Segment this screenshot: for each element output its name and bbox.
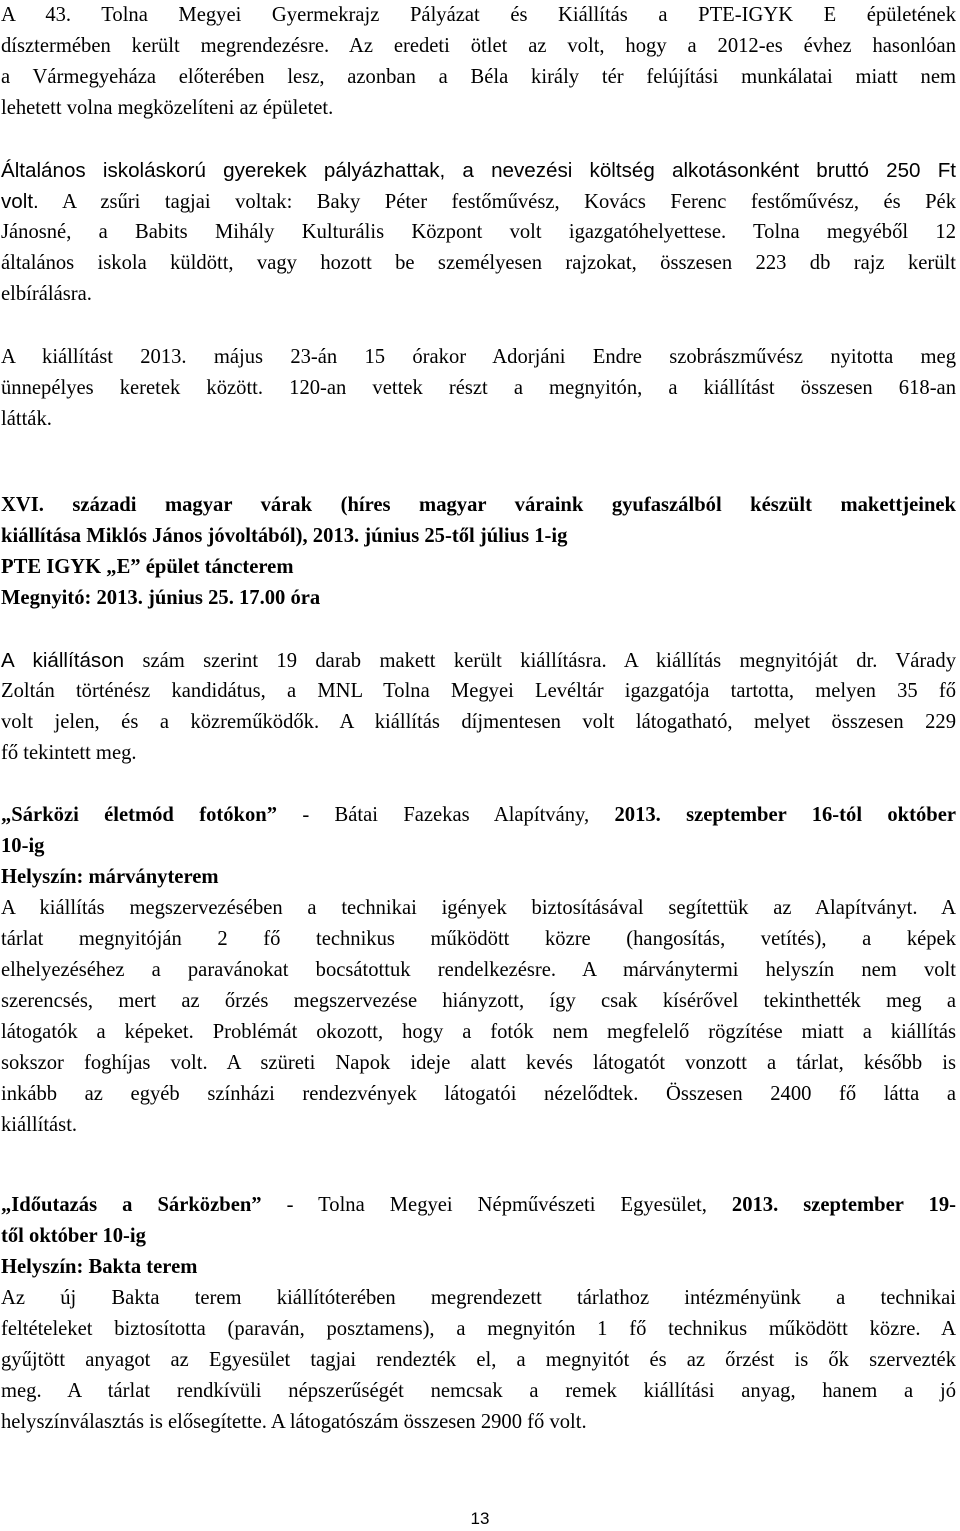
text-line bbox=[1, 1221, 956, 1252]
text-line bbox=[1, 955, 956, 986]
text-run: 2013. szeptember 16-tól október bbox=[614, 804, 956, 826]
text-run: A kiállítás megszervezésében a technikai igények biztosításával segítettük az Alapítványt. A bbox=[1, 897, 956, 919]
paragraph bbox=[1, 0, 956, 124]
text-run: gyűjtött anyagot az Egyesület tagjai rendezték el, a megnyitót és az őrzést is ők szervezték bbox=[1, 1349, 956, 1371]
text-run: PTE IGYK „E” épület táncterem bbox=[1, 556, 294, 578]
paragraph bbox=[1, 1190, 956, 1438]
text-run: Jánosné, a Babits Mihály Kulturális Központ volt igazgatóhelyettese. Tolna megyéből 12 bbox=[1, 221, 956, 243]
text-run: szám szerint 19 darab makett került kiállításra. A kiállítás megnyitóját dr. Várady bbox=[124, 650, 956, 672]
text-line bbox=[1, 583, 956, 614]
text-run: ünnepélyes keretek között. 120-an vettek részt a megnyitón, a kiállítást összesen 618-an bbox=[1, 377, 956, 399]
text-run: helyszínválasztás is elősegítette. A látogatószám összesen 2900 fő volt. bbox=[1, 1411, 587, 1433]
text-run: tárlat megnyitóján 2 fő technikus működött közre (hangosítás, vetítés), a képek bbox=[1, 928, 956, 950]
text-run: kiállítása Miklós János jóvoltából), 2013. június 25-től július 1-ig bbox=[1, 525, 568, 547]
text-line bbox=[1, 738, 956, 769]
text-run: látogatók a képeket. Problémát okozott, hogy a fotók nem megfelelő rögzítése miatt a kiállítás bbox=[1, 1021, 956, 1043]
text-line bbox=[1, 93, 956, 124]
text-run: elhelyezéséhez a paravánokat bocsátottuk rendelkezésre. A márványtermi helyszín nem volt bbox=[1, 959, 956, 981]
paragraph bbox=[1, 342, 956, 435]
text-line bbox=[1, 707, 956, 738]
text-line bbox=[1, 373, 956, 404]
text-line bbox=[1, 1048, 956, 1079]
paragraph bbox=[1, 645, 956, 769]
text-line bbox=[1, 1314, 956, 1345]
text-line bbox=[1, 248, 956, 279]
text-line bbox=[1, 893, 956, 924]
text-run: inkább az egyéb színházi rendezvények látogatói nézelődtek. Összesen 2400 fő látta a bbox=[1, 1083, 956, 1105]
text-line bbox=[1, 342, 956, 373]
text-line bbox=[1, 1110, 956, 1141]
text-run: a Vármegyeháza előterében lesz, azonban a Béla király tér felújítási munkálatai miatt nem bbox=[1, 66, 956, 88]
text-run: 10-ig bbox=[1, 835, 45, 857]
text-run: általános iskola küldött, vagy hozott be személyesen rajzokat, összesen 223 db rajz került bbox=[1, 252, 956, 274]
text-run: 2013. szeptember 19- bbox=[731, 1194, 956, 1216]
text-run: „Időutazás a Sárközben” bbox=[1, 1194, 262, 1216]
text-line bbox=[1, 1079, 956, 1110]
text-run: Általános iskoláskorú gyerekek pályázhattak, a nevezési költség alkotásonként bruttó 250 Ft bbox=[1, 159, 956, 182]
text-line bbox=[1, 645, 956, 676]
text-run: lehetett volna megközelíteni az épületet. bbox=[1, 97, 334, 119]
text-line bbox=[1, 521, 956, 552]
text-line bbox=[1, 676, 956, 707]
text-run: től október 10-ig bbox=[1, 1225, 146, 1247]
text-line bbox=[1, 1190, 956, 1221]
text-line bbox=[1, 1407, 956, 1438]
text-run: Helyszín: Bakta terem bbox=[1, 1256, 198, 1278]
paragraph bbox=[1, 155, 956, 310]
text-line bbox=[1, 404, 956, 435]
text-line bbox=[1, 552, 956, 583]
paragraph bbox=[1, 800, 956, 1141]
text-run: volt jelen, és a közreműködők. A kiállítás díjmentesen volt látogatható, melyet összesen 229 bbox=[1, 711, 956, 733]
text-line bbox=[1, 62, 956, 93]
text-line bbox=[1, 31, 956, 62]
text-run: „Sárközi életmód fotókon” bbox=[1, 804, 278, 826]
text-line bbox=[1, 1283, 956, 1314]
text-line bbox=[1, 217, 956, 248]
text-run: dísztermében került megrendezésre. Az eredeti ötlet az volt, hogy a 2012-es évhez hasonlóan bbox=[1, 35, 956, 57]
text-line bbox=[1, 986, 956, 1017]
text-line bbox=[1, 490, 956, 521]
text-run: elbírálásra. bbox=[1, 283, 92, 305]
page-number: 13 bbox=[470, 1509, 490, 1528]
text-run: sokszor foghíjas volt. A szüreti Napok ideje alatt kevés látogatót vonzott a tárlat, később is bbox=[1, 1052, 956, 1074]
text-run: A zsűri tagjai voltak: Baky Péter festőművész, Kovács Ferenc festőművész, és Pék bbox=[38, 191, 956, 213]
text-line bbox=[1, 1017, 956, 1048]
text-run: A kiállításon bbox=[1, 649, 125, 672]
text-run: Helyszín: márványterem bbox=[1, 866, 219, 888]
text-run: kiállítást. bbox=[1, 1114, 78, 1136]
text-run: volt. bbox=[1, 190, 39, 213]
text-run: feltételeket biztosította (paraván, posztamens), a megnyitón 1 fő technikus működött közre. A bbox=[1, 1318, 956, 1340]
text-run: - Tolna Megyei Népművészeti Egyesület, bbox=[261, 1194, 732, 1216]
text-line bbox=[1, 0, 956, 31]
text-run: meg. A tárlat rendkívüli népszerűségét nemcsak a remek kiállítási anyag, hanem a jó bbox=[1, 1380, 956, 1402]
text-run: Az új Bakta terem kiállítóterében megrendezett tárlathoz intézményünk a technikai bbox=[1, 1287, 956, 1309]
text-line bbox=[1, 924, 956, 955]
text-run: A kiállítást 2013. május 23-án 15 órakor Adorjáni Endre szobrászművész nyitotta meg bbox=[1, 346, 956, 368]
text-run: XVI. századi magyar várak (híres magyar váraink gyufaszálból készült makettjeinek bbox=[1, 494, 956, 516]
text-line bbox=[1, 186, 956, 217]
text-run: Zoltán történész kandidátus, a MNL Tolna Megyei Levéltár igazgatója tartotta, melyen 35 fő bbox=[1, 680, 956, 702]
text-line bbox=[1, 279, 956, 310]
paragraph bbox=[1, 490, 956, 614]
text-run: látták. bbox=[1, 408, 52, 430]
text-line bbox=[1, 862, 956, 893]
text-line bbox=[1, 1376, 956, 1407]
text-line bbox=[1, 155, 956, 186]
text-line bbox=[1, 831, 956, 862]
text-line bbox=[1, 1345, 956, 1376]
text-line bbox=[1, 1252, 956, 1283]
text-line bbox=[1, 800, 956, 831]
text-run: A 43. Tolna Megyei Gyermekrajz Pályázat és Kiállítás a PTE-IGYK E épületének bbox=[1, 4, 956, 26]
text-run: - Bátai Fazekas Alapítvány, bbox=[277, 804, 615, 826]
text-run: szerencsés, mert az őrzés megszervezése hiányzott, így csak kísérővel tekinthették meg a bbox=[1, 990, 956, 1012]
text-run: fő tekintett meg. bbox=[1, 742, 137, 764]
text-run: Megnyitó: 2013. június 25. 17.00 óra bbox=[1, 587, 321, 609]
